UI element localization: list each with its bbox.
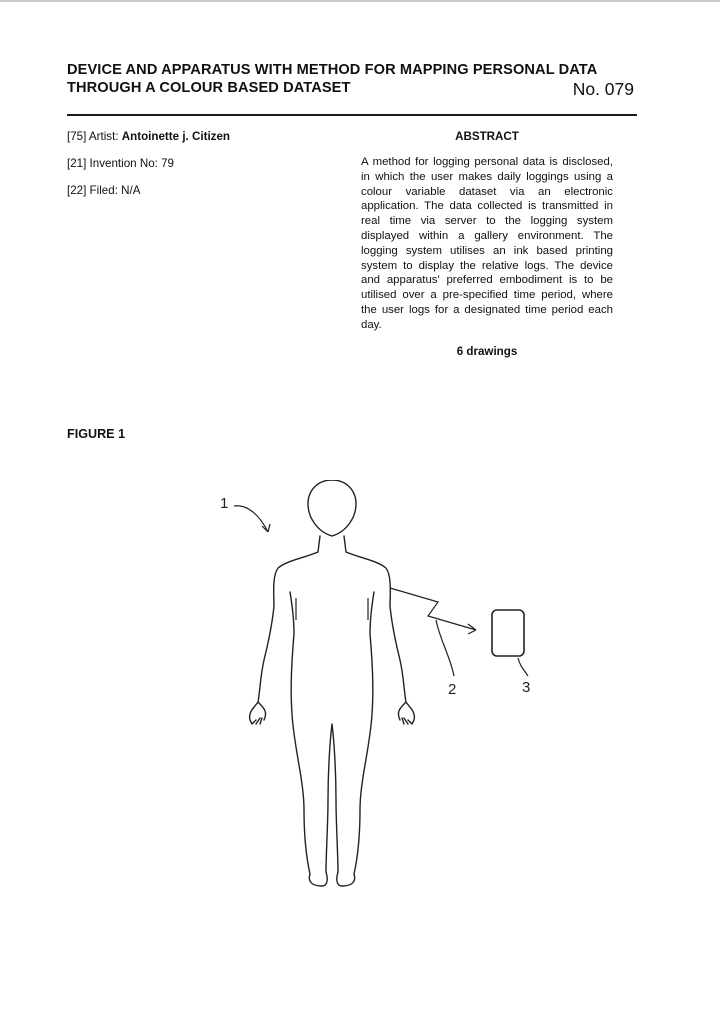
artist-name: Antoinette j. Citizen bbox=[121, 130, 230, 143]
reference-2: 2 bbox=[448, 681, 457, 698]
figure-label: FIGURE 1 bbox=[67, 427, 126, 441]
meta-invention-number: [21] Invention No: 79 bbox=[67, 157, 174, 170]
header-divider bbox=[67, 114, 637, 116]
abstract-body: A method for logging personal data is disclosed, in which the user makes daily loggings using a colour variable dataset via an electronic application. The data collected is transmitted in real time via server to the logging system displayed within a gallery environment. The logging system utilises an ink based printing system to display the relative logs. The device and apparatus' preferred embodiment is to be utilised over a pre-specified time period, where the user logs for a designated time period each day. bbox=[361, 156, 613, 331]
human-figure-outline bbox=[250, 480, 415, 886]
reference-3-leader bbox=[518, 658, 528, 676]
mobile-device bbox=[492, 610, 524, 656]
document-number: No. 079 bbox=[572, 79, 634, 99]
reference-2-leader bbox=[436, 620, 454, 676]
drawings-count: 6 drawings bbox=[456, 345, 518, 358]
page-top-border bbox=[0, 0, 720, 2]
reference-3: 3 bbox=[522, 679, 531, 696]
torso-marks bbox=[296, 598, 368, 620]
meta-filed: [22] Filed: N/A bbox=[67, 184, 141, 197]
reference-1-leader bbox=[234, 506, 270, 532]
document-title-line-2: THROUGH A COLOUR BASED DATASET bbox=[67, 80, 351, 96]
document-title-line-1: DEVICE AND APPARATUS WITH METHOD FOR MAPPING PERSONAL DATA bbox=[67, 62, 598, 78]
reference-1: 1 bbox=[220, 495, 229, 512]
meta-artist bbox=[67, 130, 230, 143]
abstract-heading: ABSTRACT bbox=[455, 130, 519, 143]
transmission-arrow bbox=[390, 588, 476, 634]
artist-label: [75] Artist: bbox=[67, 130, 122, 143]
figure-1-drawing bbox=[200, 480, 560, 900]
